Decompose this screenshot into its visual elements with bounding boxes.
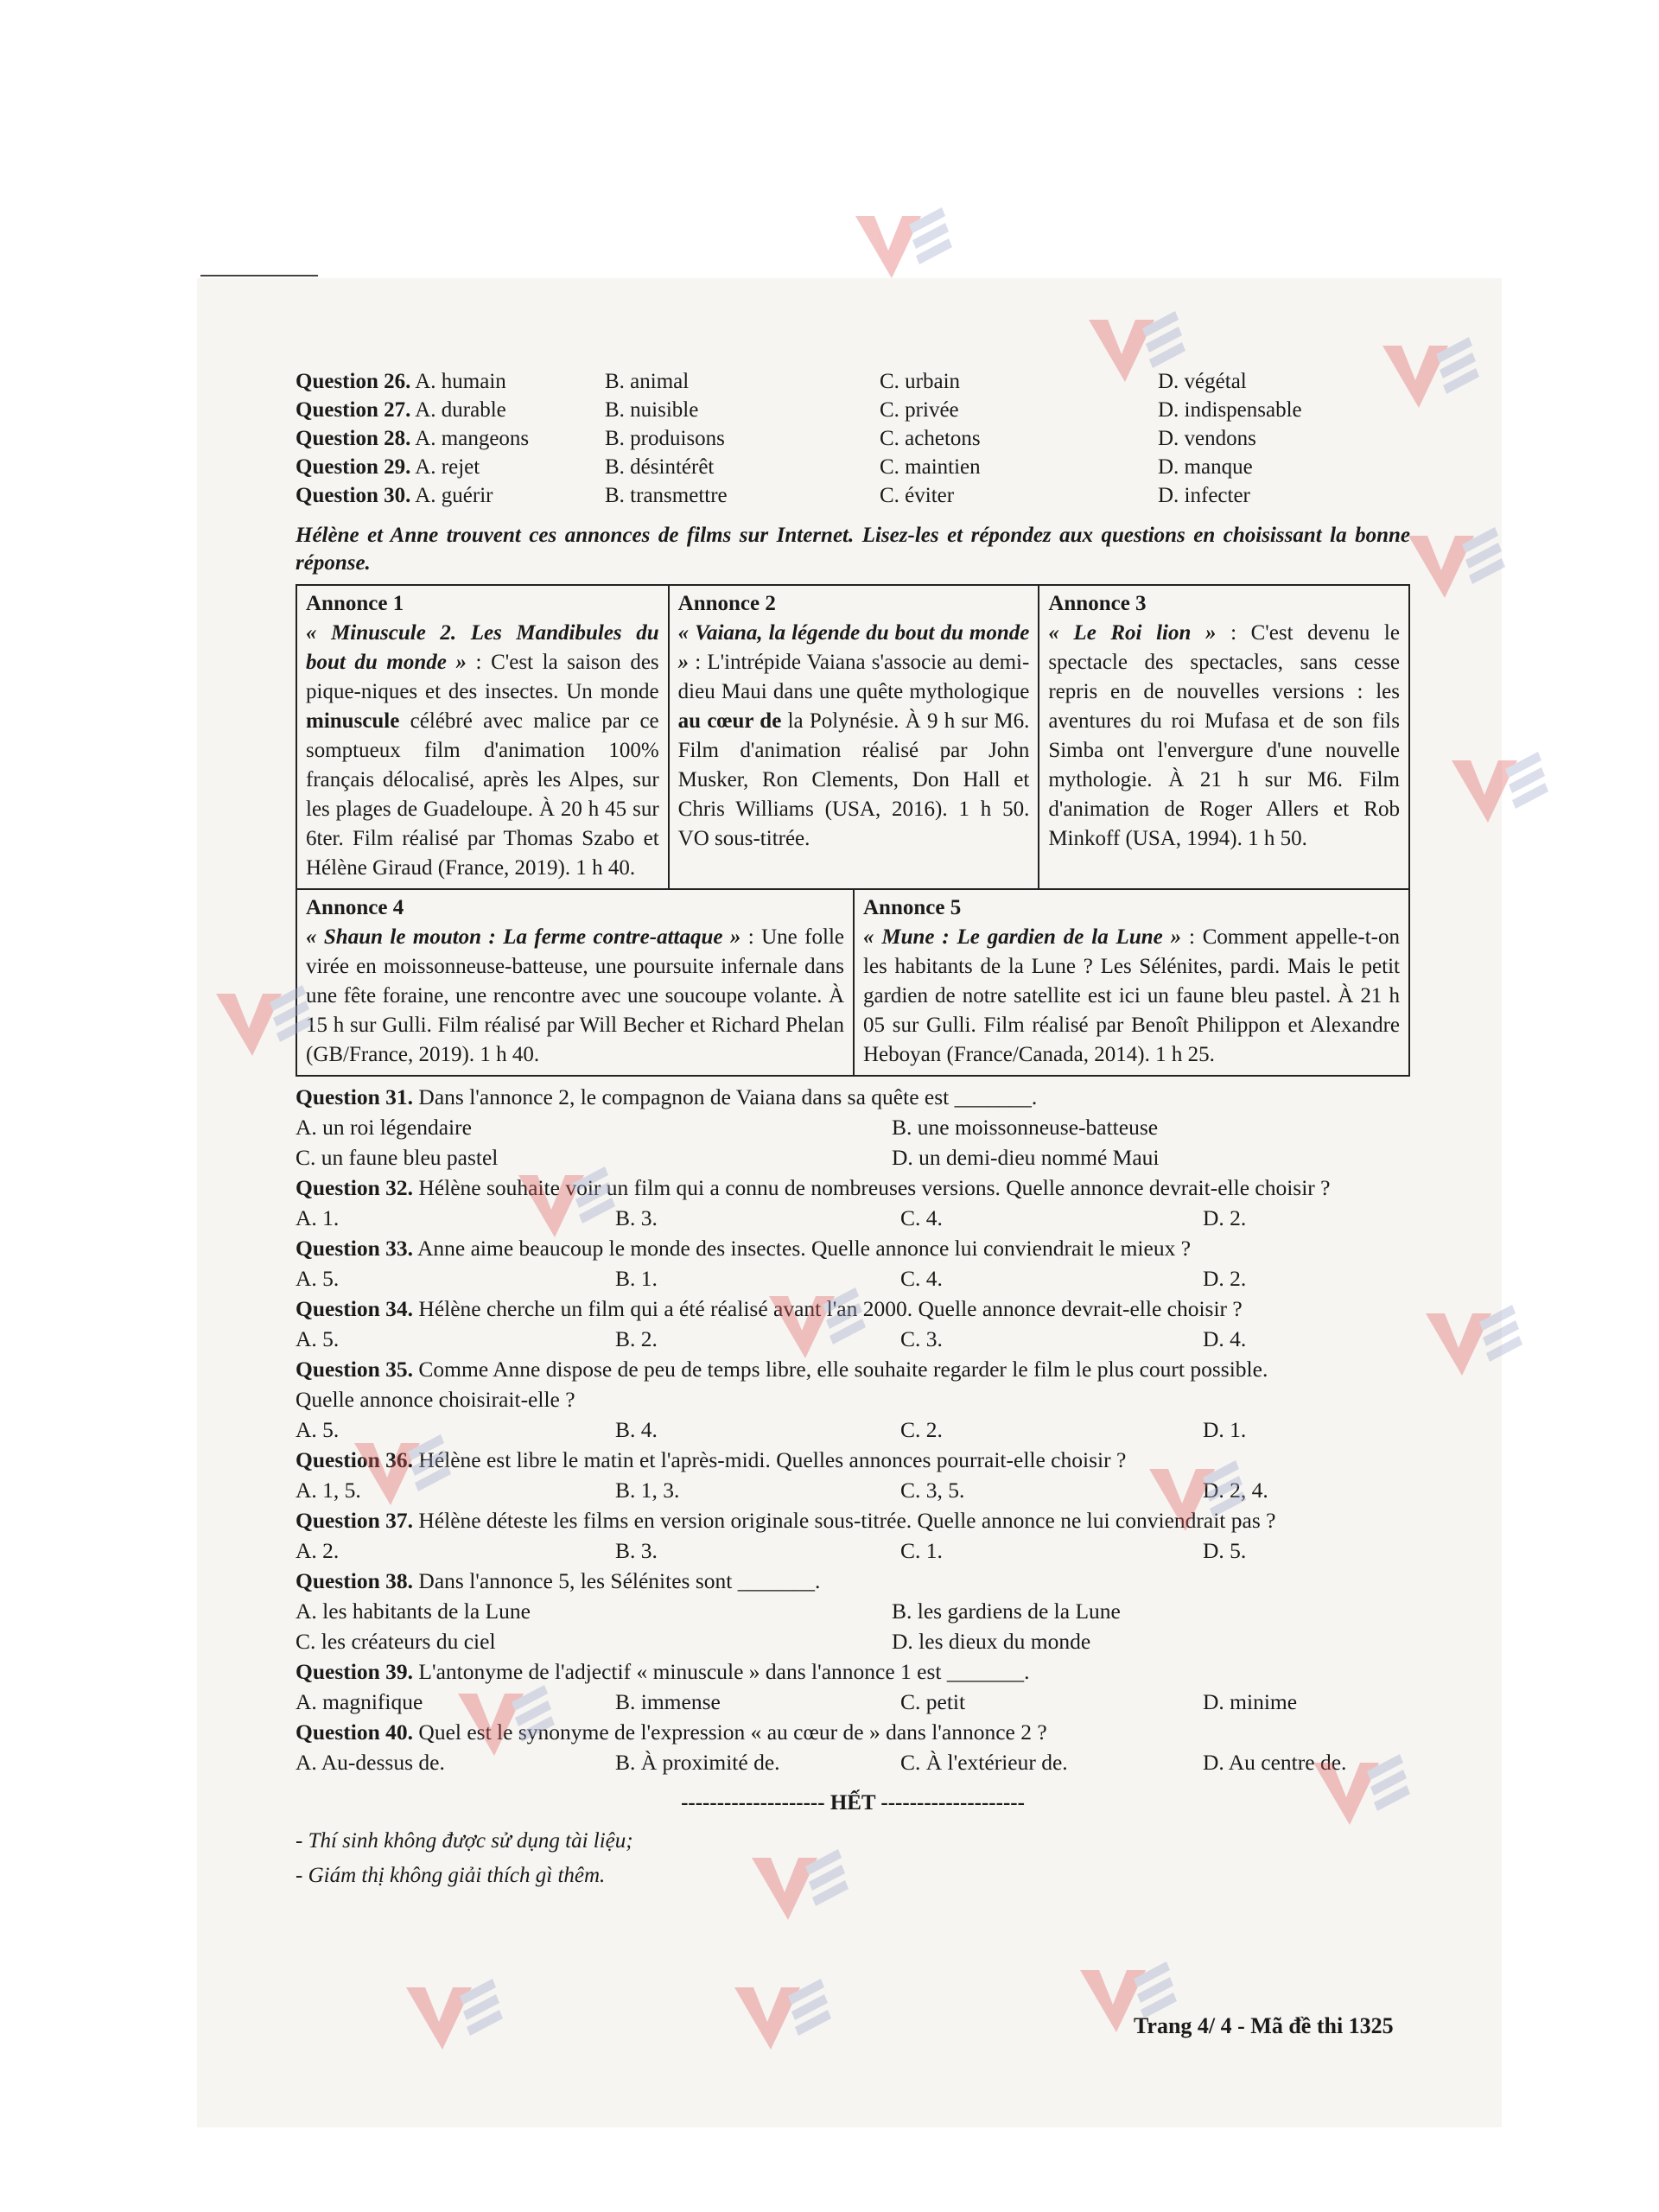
answer-options — [296, 1112, 1410, 1173]
answer-option[interactable]: A. Au-dessus de. — [296, 1750, 445, 1775]
answer-option[interactable]: C. 3. — [900, 1326, 943, 1351]
question-stem — [296, 1082, 1410, 1112]
annonces-row-2 — [297, 890, 1408, 1075]
annonce-text: : L'intrépide Vaiana s'associe au demi-dieu Maui dans une quête mythologique — [677, 651, 1030, 703]
answer-options — [296, 1203, 1410, 1233]
answer-option[interactable]: A. 1. — [296, 1205, 340, 1230]
option-text: A. guérir — [415, 484, 493, 507]
answer-option[interactable]: C. petit — [900, 1689, 966, 1714]
question-text: Dans l'annonce 5, les Sélénites sont _______. — [413, 1568, 821, 1593]
answer-option[interactable]: B. 3. — [615, 1538, 658, 1563]
answer-option[interactable]: C. 4. — [900, 1266, 943, 1291]
option-b: B. transmettre — [605, 484, 728, 507]
question-number: Question 32. — [296, 1175, 414, 1200]
annonces-table — [296, 584, 1410, 1077]
annonce-heading: Annonce 2 — [677, 592, 776, 615]
question-text: Hélène est libre le matin et l'après-midi. Quelles annonces pourrait-elle choisir ? — [413, 1447, 1127, 1472]
question-number: Question 28. — [296, 427, 411, 450]
answer-option[interactable]: D. un demi-dieu nommé Maui — [892, 1145, 1160, 1170]
question-number: Question 39. — [296, 1659, 414, 1684]
question-stem — [296, 1717, 1410, 1747]
answer-option[interactable]: A. les habitants de la Lune — [296, 1599, 531, 1624]
annonce-text: la Polynésie. À 9 h sur M6. Film d'animation réalisé par John Musker, Ron Clements, Don Hall et Chris Williams (USA, 2016). 1 h 50. VO sous-titrée. — [677, 709, 1030, 850]
answer-option[interactable]: D. 2, 4. — [1203, 1478, 1268, 1503]
question-number: Question 33. — [296, 1236, 414, 1261]
page-footer: Trang 4/ 4 - Mã đề thi 1325 — [1134, 2013, 1394, 2038]
exam-content — [296, 367, 1410, 1893]
annonce-title: « Le Roi lion » — [1048, 621, 1217, 645]
question-stem — [296, 1354, 1410, 1384]
answer-options — [296, 1475, 1410, 1505]
question-number: Question 30. — [296, 484, 411, 507]
annonce-5 — [853, 890, 1408, 1075]
reading-intro: Hélène et Anne trouvent ces annonces de films sur Internet. Lisez-les et répondez aux questions en choisissant la bonne réponse. — [296, 524, 1410, 575]
annonce-text: : C'est devenu le spectacle des spectacles, sans cesse repris en de nouvelles versions : les aventures du roi Mufasa et de son fils Simba ont l'envergure d'une nouvelle mythologie. À 21 h sur M6. Film d'animation de Roger Allers et Rob Minkoff (USA, 1994). 1 h 50. — [1048, 621, 1400, 850]
option-text: A. durable — [415, 398, 506, 422]
answer-option[interactable]: D. minime — [1203, 1689, 1298, 1714]
note-line: - Giám thị không giải thích gì thêm. — [296, 1864, 606, 1887]
question-list — [296, 1082, 1410, 1777]
annonce-heading: Annonce 1 — [306, 592, 404, 615]
answer-option[interactable]: A. 5. — [296, 1266, 340, 1291]
annonces-row-1 — [297, 586, 1408, 890]
option-d: D. indispensable — [1158, 398, 1302, 422]
annonce-title: « Minuscule 2. Les Mandibules du bout du monde » — [306, 621, 659, 674]
annonce-4 — [297, 890, 853, 1075]
option-text: A. rejet — [415, 455, 480, 479]
option-text: A. mangeons — [415, 427, 530, 450]
answer-option[interactable]: A. magnifique — [296, 1689, 423, 1714]
answer-option[interactable]: D. les dieux du monde — [892, 1629, 1091, 1654]
question-stem — [296, 1233, 1410, 1263]
question-stem — [296, 1566, 1410, 1596]
question-number: Question 31. — [296, 1084, 414, 1109]
option-d: D. végétal — [1158, 370, 1247, 393]
answer-option[interactable]: A. 5. — [296, 1326, 340, 1351]
answer-option[interactable]: B. 3. — [615, 1205, 658, 1230]
answer-options — [296, 1747, 1410, 1777]
question-number: Question 26. — [296, 370, 411, 393]
answer-option[interactable]: A. 5. — [296, 1417, 340, 1442]
question-stem — [296, 1505, 1410, 1535]
question-stem — [296, 1173, 1410, 1203]
option-c: C. privée — [880, 398, 959, 422]
question-stem — [296, 1445, 1410, 1475]
question-number: Question 37. — [296, 1508, 414, 1533]
option-c: C. achetons — [880, 427, 981, 450]
question-number: Question 38. — [296, 1568, 414, 1593]
answer-option[interactable]: B. une moissonneuse-batteuse — [892, 1115, 1159, 1140]
option-a — [296, 453, 605, 481]
answer-options — [296, 1535, 1410, 1566]
option-b: B. animal — [605, 370, 690, 393]
note-line: - Thí sinh không được sử dụng tài liệu; — [296, 1829, 633, 1853]
answer-options — [296, 1414, 1410, 1445]
question-stem — [296, 1294, 1410, 1324]
option-text: A. humain — [415, 370, 506, 393]
annonce-title: « Shaun le mouton : La ferme contre-attaque » — [306, 925, 741, 949]
answer-option[interactable]: D. 5. — [1203, 1538, 1247, 1563]
question-number: Question 40. — [296, 1719, 414, 1745]
answer-option[interactable]: A. 1, 5. — [296, 1478, 361, 1503]
question-text: Quel est le synonyme de l'expression « au cœur de » dans l'annonce 2 ? — [413, 1719, 1047, 1745]
header-rule — [200, 275, 318, 276]
question-text-cont: Quelle annonce choisirait-elle ? — [296, 1387, 575, 1412]
answer-option[interactable]: B. les gardiens de la Lune — [892, 1599, 1121, 1624]
option-d: D. infecter — [1158, 484, 1250, 507]
annonce-text: : C'est la saison des pique-niques et des insectes. Un monde — [306, 651, 659, 703]
answer-option[interactable]: C. 2. — [900, 1417, 943, 1442]
option-a — [296, 424, 605, 453]
option-c: C. urbain — [880, 370, 961, 393]
annonce-heading: Annonce 3 — [1048, 592, 1147, 615]
answer-option[interactable]: B. À proximité de. — [615, 1750, 780, 1775]
question-number: Question 34. — [296, 1296, 414, 1321]
annonce-2 — [668, 586, 1039, 888]
answer-option[interactable]: D. 4. — [1203, 1326, 1247, 1351]
annonce-3 — [1038, 586, 1408, 888]
question-number: Question 35. — [296, 1357, 414, 1382]
answer-option[interactable]: B. immense — [615, 1689, 721, 1714]
annonce-keyword: minuscule — [306, 709, 400, 733]
answer-option[interactable]: B. 2. — [615, 1326, 658, 1351]
answer-options — [296, 1687, 1410, 1717]
annonce-heading: Annonce 5 — [863, 896, 962, 919]
answer-options — [296, 1596, 1410, 1656]
option-b: B. désintérêt — [605, 455, 715, 479]
option-d: D. vendons — [1158, 427, 1256, 450]
option-a — [296, 396, 605, 424]
answer-option[interactable]: A. 2. — [296, 1538, 340, 1563]
annonce-keyword: au cœur de — [677, 709, 782, 733]
option-a — [296, 367, 605, 396]
answer-option[interactable]: C. un faune bleu pastel — [296, 1145, 499, 1170]
answer-option[interactable]: B. 1, 3. — [615, 1478, 680, 1503]
annonce-1 — [297, 586, 668, 888]
watermark-logo-icon — [855, 207, 952, 278]
annonce-text: célébré avec malice par ce somptueux film d'animation 100% français délocalisé, après les Alpes, sur les plages de Guadeloupe. À 20 h 45 sur 6ter. Film réalisé par Thomas Szabo et Hélène Giraud (France, 2019). 1 h 40. — [306, 709, 659, 880]
answer-option[interactable]: D. 1. — [1203, 1417, 1247, 1442]
question-text: L'antonyme de l'adjectif « minuscule » dans l'annonce 1 est _______. — [413, 1659, 1030, 1684]
option-b: B. nuisible — [605, 398, 699, 422]
question-text: Comme Anne dispose de peu de temps libre, elle souhaite regarder le film le plus court possible. — [413, 1357, 1268, 1382]
question-text: Anne aime beaucoup le monde des insectes. Quelle annonce lui conviendrait le mieux ? — [413, 1236, 1192, 1261]
answer-option[interactable]: C. 4. — [900, 1205, 943, 1230]
answer-option[interactable]: C. 3, 5. — [900, 1478, 965, 1503]
annonce-title: « Mune : Le gardien de la Lune » — [863, 925, 1182, 949]
answer-option[interactable]: C. les créateurs du ciel — [296, 1629, 496, 1654]
exam-notes — [296, 1824, 1410, 1893]
answer-option[interactable]: D. 2. — [1203, 1205, 1247, 1230]
annonce-title: « Vaiana, la légende du bout du monde » — [677, 621, 1030, 674]
question-text: Hélène souhaite voir un film qui a connu de nombreuses versions. Quelle annonce devrait-elle choisir ? — [413, 1175, 1331, 1200]
answer-options — [296, 1263, 1410, 1294]
question-text: Hélène cherche un film qui a été réalisé avant l'an 2000. Quelle annonce devrait-elle choisir ? — [413, 1296, 1243, 1321]
annonce-text: : Comment appelle-t-on les habitants de la Lune ? Les Sélénites, pardi. Mais le petit gardien de notre satellite est ici un faune bleu pastel. À 21 h 05 sur Gulli. Film réalisé par Benoît Philippon et Alexandre Heboyan (France/Canada, 2014). 1 h 25. — [863, 925, 1400, 1066]
answer-option[interactable]: C. À l'extérieur de. — [900, 1750, 1068, 1775]
question-number: Question 27. — [296, 398, 411, 422]
question-stem — [296, 1656, 1410, 1687]
option-b: B. produisons — [605, 427, 725, 450]
question-text: Dans l'annonce 2, le compagnon de Vaiana dans sa quête est _______. — [413, 1084, 1038, 1109]
option-c: C. éviter — [880, 484, 955, 507]
question-number: Question 29. — [296, 455, 411, 479]
question-number: Question 36. — [296, 1447, 414, 1472]
answer-option[interactable]: B. 1. — [615, 1266, 658, 1291]
answer-option[interactable]: B. 4. — [615, 1417, 658, 1442]
annonce-text: : Une folle virée en moissonneuse-batteuse, une poursuite infernale dans une fête foraine, une rencontre avec une soucoupe volante. À 15 h sur Gulli. Film réalisé par Will Becher et Richard Phelan (GB/France, 2019). 1 h 40. — [306, 925, 844, 1066]
annonce-heading: Annonce 4 — [306, 896, 404, 919]
answer-option[interactable]: C. 1. — [900, 1538, 943, 1563]
option-a — [296, 481, 605, 510]
question-text: Hélène déteste les films en version originale sous-titrée. Quelle annonce ne lui conviendrait pas ? — [413, 1508, 1276, 1533]
end-marker: -------------------- HẾT -------------------- — [681, 1791, 1025, 1815]
option-c: C. maintien — [880, 455, 981, 479]
answer-option[interactable]: A. un roi légendaire — [296, 1115, 472, 1140]
options-block — [296, 367, 1410, 510]
option-d: D. manque — [1158, 455, 1253, 479]
answer-option[interactable]: D. Au centre de. — [1203, 1750, 1347, 1775]
answer-option[interactable]: D. 2. — [1203, 1266, 1247, 1291]
answer-options — [296, 1324, 1410, 1354]
